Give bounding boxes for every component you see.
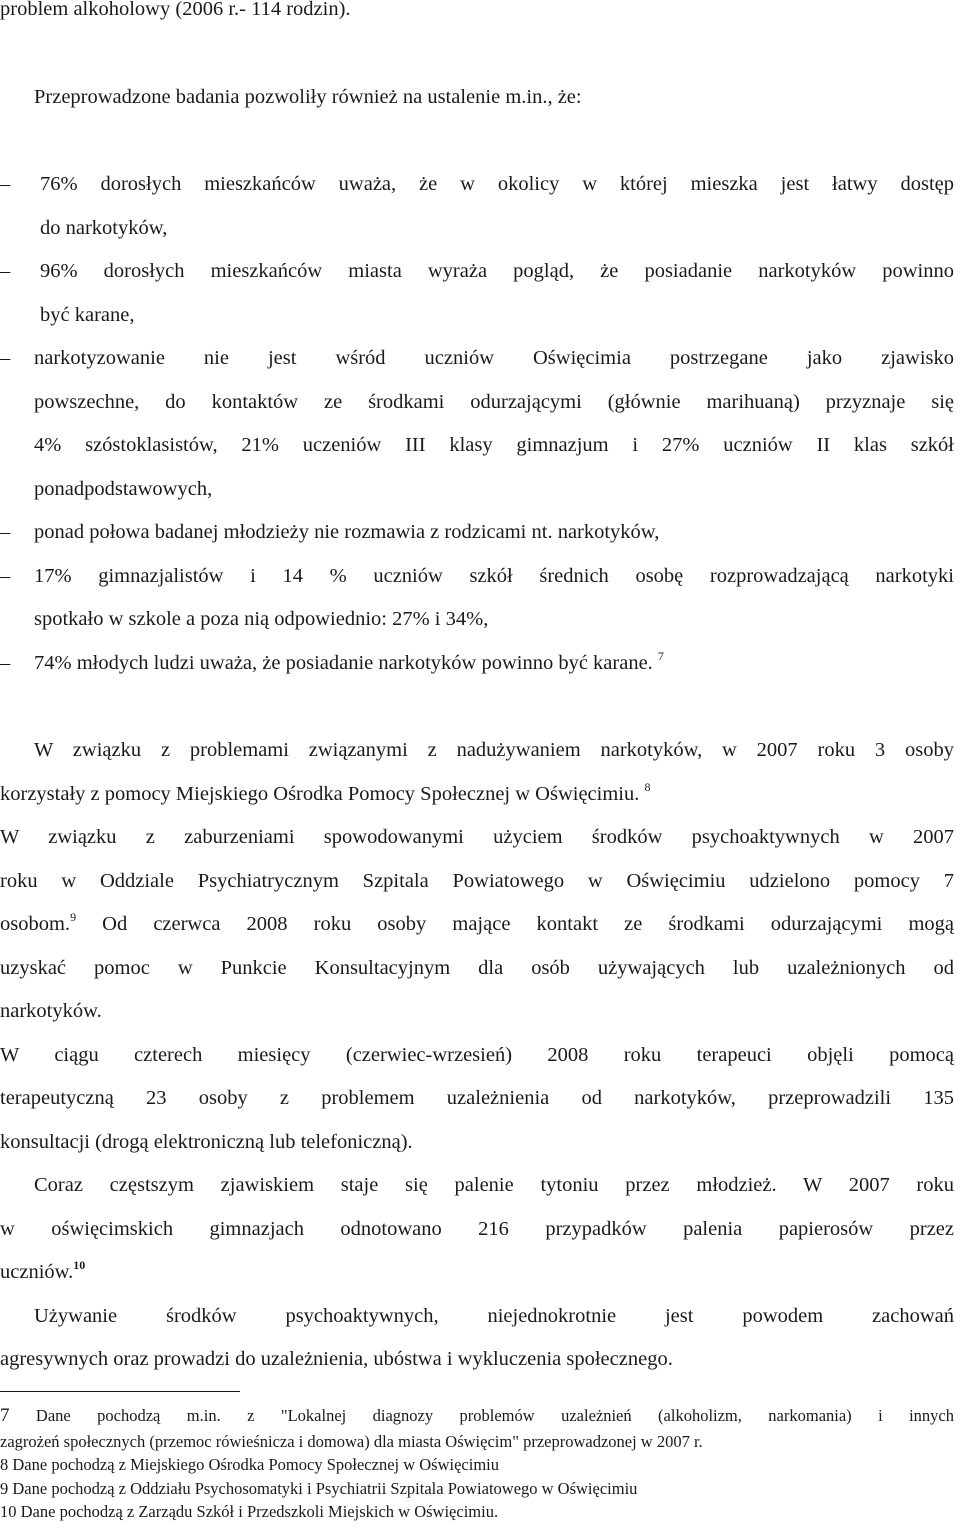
footnote-7-line-1: 7 Dane pochodzą m.in. z "Lokalnej diagnozy problemów uzależnień (alkoholizm, narkomania) i innych — [0, 1405, 954, 1426]
bullet-2-line-2: być karane, — [40, 304, 135, 326]
footnote-ref-8: 8 — [644, 780, 651, 794]
para-3-line-2: terapeutyczną 23 osoby z problemem uzależnienia od narkotyków, przeprowadzili 135 — [0, 1087, 954, 1109]
bullet-dash: – — [0, 565, 11, 587]
footnote-10: 10 Dane pochodzą z Zarządu Szkół i Przedszkoli Miejskich w Oświęcimiu. — [0, 1502, 499, 1521]
intro-line-1: problem alkoholowy (2006 r.- 114 rodzin). — [0, 0, 351, 20]
bullet-5-line-1: 17% gimnazjalistów i 14 % uczniów szkół średnich osobę rozprowadzającą narkotyki — [34, 565, 954, 587]
para-2-line-5: narkotyków. — [0, 1000, 102, 1022]
intro-line-2: Przeprowadzone badania pozwoliły również na ustalenie m.in., że: — [34, 86, 582, 108]
para-3-line-1: W ciągu czterech miesięcy (czerwiec-wrzesień) 2008 roku terapeuci objęli pomocą — [0, 1044, 954, 1066]
para-5-line-1: Używanie środków psychoaktywnych, niejednokrotnie jest powodem zachowań — [34, 1305, 954, 1327]
bullet-dash: – — [0, 260, 11, 282]
para-2-line-4: uzyskać pomoc w Punkcie Konsultacyjnym dla osób używających lub uzależnionych od — [0, 957, 954, 979]
footnote-separator — [0, 1391, 240, 1392]
para-1-line-1: W związku z problemami związanymi z nadużywaniem narkotyków, w 2007 roku 3 osoby — [34, 739, 954, 761]
para-5-line-2: agresywnych oraz prowadzi do uzależnienia, ubóstwa i wykluczenia społecznego. — [0, 1348, 673, 1370]
footnote-ref-10: 10 — [73, 1258, 86, 1272]
para-4-line-2: w oświęcimskich gimnazjach odnotowano 216 przypadków palenia papierosów przez — [0, 1218, 954, 1240]
bullet-4-line-1: ponad połowa badanej młodzieży nie rozmawia z rodzicami nt. narkotyków, — [34, 521, 660, 543]
footnote-ref-7: 7 — [657, 649, 664, 663]
bullet-2-line-1: 96% dorosłych mieszkańców miasta wyraża pogląd, że posiadanie narkotyków powinno — [40, 260, 954, 282]
para-2-line-3: osobom.$^9$ Od czerwca 2008 roku osoby mające kontakt ze środkami odurzającymi mogą — [0, 910, 954, 935]
para-4-line-1: Coraz częstszym zjawiskiem staje się palenie tytoniu przez młodzież. W 2007 roku — [34, 1174, 954, 1196]
bullet-3-line-4: ponadpodstawowych, — [34, 478, 213, 500]
para-2-line-1: W związku z zaburzeniami spowodowanymi użyciem środków psychoaktywnych w 2007 — [0, 826, 954, 848]
bullet-dash: – — [0, 347, 11, 369]
footnote-8: 8 Dane pochodzą z Miejskiego Ośrodka Pomocy Społecznej w Oświęcimiu — [0, 1455, 500, 1474]
bullet-dash: – — [0, 652, 11, 674]
para-2-line-2: roku w Oddziale Psychiatrycznym Szpitala Powiatowego w Oświęcimiu udzielono pomocy 7 — [0, 870, 954, 892]
bullet-1-line-2: do narkotyków, — [40, 217, 168, 239]
bullet-3-line-1: narkotyzowanie nie jest wśród uczniów Oświęcimia postrzegane jako zjawisko — [34, 347, 954, 369]
bullet-5-line-2: spotkało w szkole a poza nią odpowiednio: 27% i 34%, — [34, 608, 489, 630]
footnote-ref-9: 9 — [70, 910, 77, 924]
bullet-3-line-2: powszechne, do kontaktów ze środkami odurzającymi (głównie marihuaną) przyznaje się — [34, 391, 954, 413]
para-3-line-3: konsultacji (drogą elektroniczną lub telefoniczną). — [0, 1131, 413, 1153]
bullet-6-line-1: 74% młodych ludzi uważa, że posiadanie narkotyków powinno być karane. $^7$ — [34, 649, 664, 674]
footnote-9: 9 Dane pochodzą z Oddziału Psychosomatyki i Psychiatrii Szpitala Powiatowego w Oświęcimiu — [0, 1479, 638, 1498]
bullet-dash: – — [0, 521, 11, 543]
para-4-line-3: uczniów.$^{10}$ — [0, 1258, 86, 1283]
bullet-1-line-1: 76% dorosłych mieszkańców uważa, że w okolicy w której mieszka jest łatwy dostęp — [40, 173, 954, 195]
para-1-line-2: korzystały z pomocy Miejskiego Ośrodka Pomocy Społecznej w Oświęcimiu. $^8$ — [0, 780, 651, 805]
bullet-3-line-3: 4% szóstoklasistów, 21% uczeniów III klasy gimnazjum i 27% uczniów II klas szkół — [34, 434, 954, 456]
bullet-dash: – — [0, 173, 11, 195]
footnote-7-line-2: zagrożeń społecznych (przemoc rówieśnicza i domowa) dla miasta Oświęcim" przeprowadzonej w 2007 r. — [0, 1432, 703, 1451]
